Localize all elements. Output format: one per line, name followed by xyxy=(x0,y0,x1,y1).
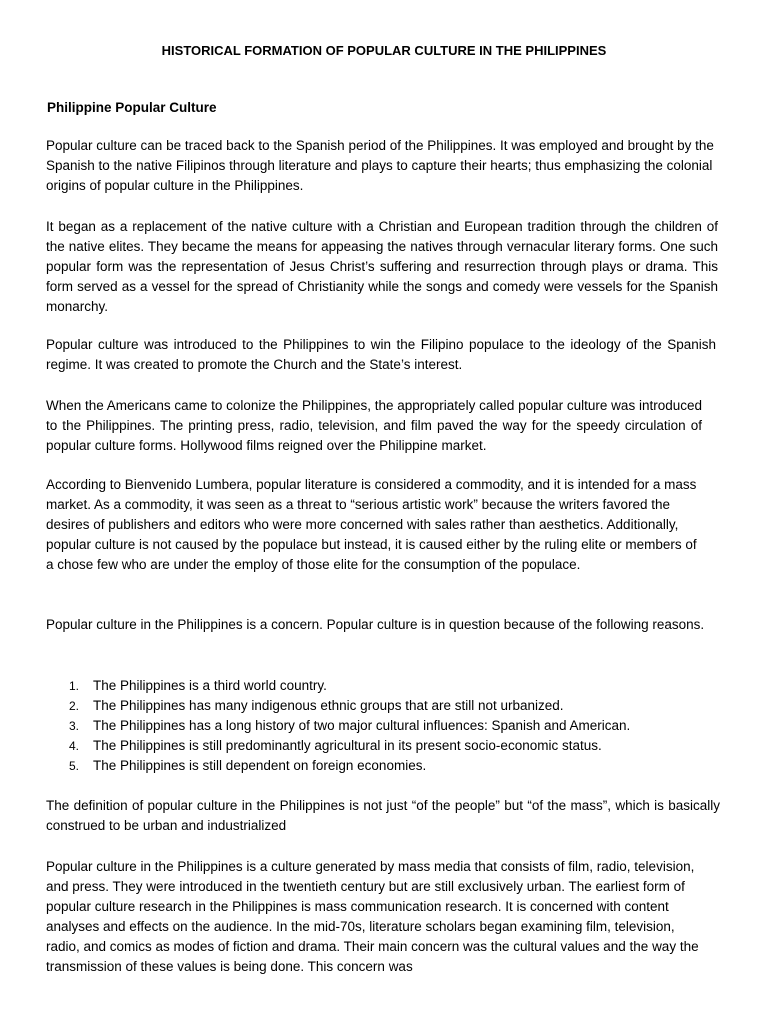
reasons-list xyxy=(46,676,718,776)
list-number: 5. xyxy=(69,759,80,773)
list-number: 1. xyxy=(69,679,80,693)
list-item xyxy=(46,756,718,776)
paragraph-american-period: When the Americans came to colonize the Philippines, the appropriately called popular culture was introduced to the Philippines. The printing press, radio, television, and film paved the way for the speedy circulation of popular culture forms. Hollywood films reigned over the Philippine market. xyxy=(46,398,702,453)
list-item xyxy=(46,696,718,716)
list-item-text: The Philippines has a long history of two major cultural influences: Spanish and American. xyxy=(93,718,631,733)
paragraph-spanish-regime: Popular culture was introduced to the Philippines to win the Filipino populace to the ideology of the Spanish regime. It was created to promote the Church and the State’s interest. xyxy=(46,337,716,372)
list-item-text: The Philippines is still predominantly agricultural in its present socio-economic status. xyxy=(93,738,602,753)
list-number: 2. xyxy=(69,699,80,713)
list-number: 4. xyxy=(69,739,80,753)
paragraph-replacement-native-culture: It began as a replacement of the native culture with a Christian and European tradition through the children of the native elites. They became the means for appeasing the natives through vernacular literary forms. One such popular form was the representation of Jesus Christ’s suffering and resurrection through plays or drama. This form served as a vessel for the spread of Christianity while the songs and comedy were vessels for the Spanish monarchy. xyxy=(46,219,718,314)
list-number: 3. xyxy=(69,719,80,733)
paragraph-lumbera-commodity: According to Bienvenido Lumbera, popular literature is considered a commodity, and it is intended for a mass market. As a commodity, it was seen as a threat to “serious artistic work” because the writers favored the desires of publishers and editors who were more concerned with sales rather than aesthetics. Additionally, popular culture is not caused by the populace but instead, it is caused either by the ruling elite or members of a chose few who are under the employ of those elite for the consumption of the populace. xyxy=(46,477,697,572)
list-item-text: The Philippines is a third world country. xyxy=(93,678,327,693)
list-item xyxy=(46,676,718,696)
list-item-text: The Philippines has many indigenous ethnic groups that are still not urbanized. xyxy=(93,698,564,713)
paragraph-concern: Popular culture in the Philippines is a concern. Popular culture is in question because of the following reasons. xyxy=(46,617,705,632)
paragraph-spanish-origins: Popular culture can be traced back to the Spanish period of the Philippines. It was employed and brought by the Spanish to the native Filipinos through literature and plays to capture their hearts; thus emphasizing the colonial origins of popular culture in the Philippines. xyxy=(46,138,714,193)
paragraph-definition: The definition of popular culture in the Philippines is not just “of the people” but “of the mass”, which is basically construed to be urban and industrialized xyxy=(46,798,720,833)
document-title: HISTORICAL FORMATION OF POPULAR CULTURE IN THE PHILIPPINES xyxy=(161,43,607,58)
list-item-text: The Philippines is still dependent on foreign economies. xyxy=(93,758,427,773)
paragraph-mass-media: Popular culture in the Philippines is a culture generated by mass media that consists of film, radio, television, and press. They were introduced in the twentieth century but are still exclusively urban. The earliest form of popular culture research in the Philippines is mass communication research. It is concerned with content analyses and effects on the audience. In the mid-70s, literature scholars began examining film, television, radio, and comics as modes of fiction and drama. Their main concern was the cultural values and the way the transmission of these values is being done. This concern was xyxy=(46,859,699,974)
list-item xyxy=(46,736,718,756)
section-heading: Philippine Popular Culture xyxy=(47,100,217,115)
list-item xyxy=(46,716,718,736)
